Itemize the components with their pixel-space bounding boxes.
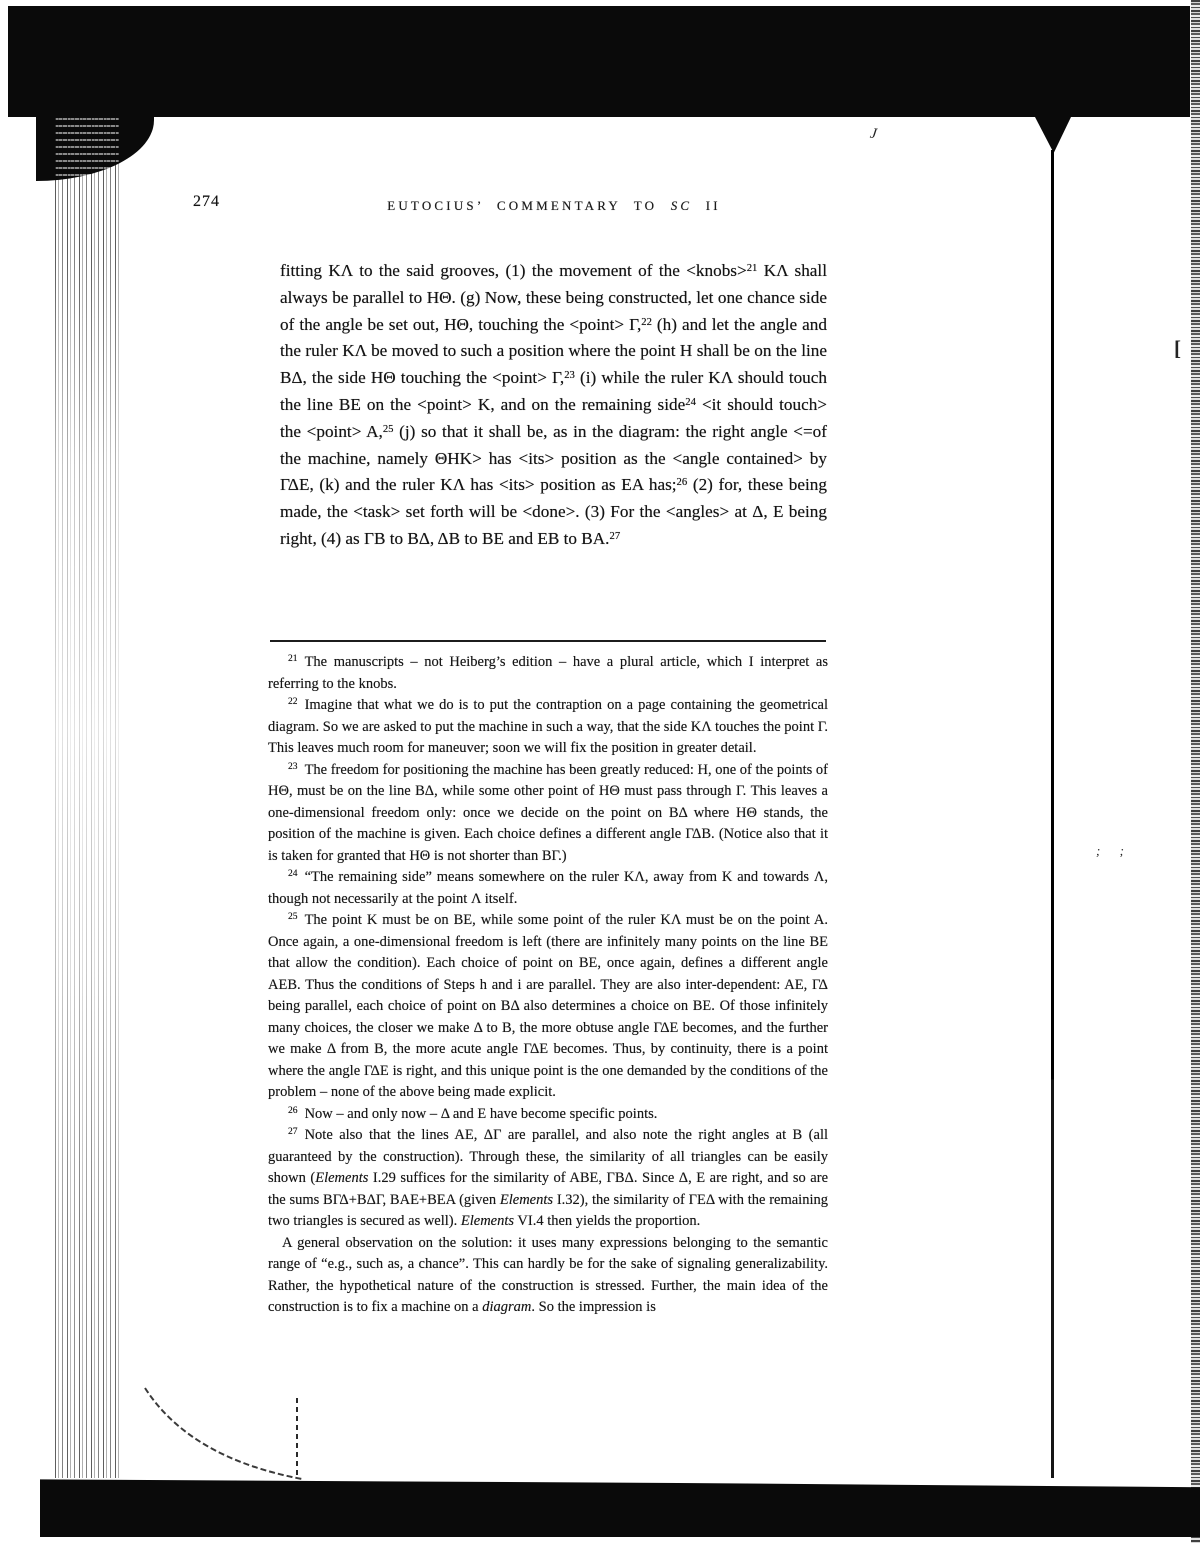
main-paragraph: fitting KΛ to the said grooves, (1) the movement of the <knobs>$^{21}$ KΛ shall always be parallel to HΘ. (g) Now, these being constructed, let one chance side of the angle be set out, HΘ, touching the <point> Γ,$^{22}$ (h) and let the angle and the ruler KΛ be moved to such a position where the point H shall be on the line BΔ, the side HΘ touching the <point> Γ,$^{23}$ (i) while the ruler KΛ should touch the line BE on the <point> K, and on the remaining side$^{24}$ <it should touch> the <point> A,$^{25}$ (j) so that it shall be, as in the diagram: the right angle <=of the machine, namely ΘHK> has <its> position as the <angle contained> by ΓΔE, (k) and the ruler KΛ has <its> position as EA has;$^{26}$ (2) for, these being made, the <task> set forth will be <done>. (3) For the <angles> at Δ, E being right, (4) as ΓB to BΔ, ΔB to BE and EB to BA.$^{27}$ [280, 261, 827, 548]
bracket-artifact-mark: [ [1174, 336, 1181, 360]
footnote-number: 22 [288, 696, 298, 708]
footnote-23: $^{23}$ The freedom for positioning the machine has been greatly reduced: H, one of the points of HΘ, must be on the line BΔ, while some other point of HΘ must pass through Γ. This leaves a one-dimensional freedom only: once we decide on the point on BΔ where HΘ stands, the position of the machine is given. Each choice defines a different angle ΓΔB. (Notice also that it is taken for granted that HΘ is not shorter than BΓ.) [268, 760, 829, 864]
closing-paragraph: A general observation on the solution: it uses many expressions belonging to the semantic range of “e.g., such as, a chance”. This can hardly be for the sake of signaling generalizability. Rather, the hypothetical nature of the construction is stressed. Further, the main idea of the construction is to fix a machine on a diagram. So the impression is [268, 1234, 828, 1315]
scan-artifact-binding-streaks [55, 117, 119, 1478]
running-head: EUTOCIUS’ COMMENTARY TO SC II [387, 198, 721, 213]
footnote-number: 23 [288, 760, 298, 772]
page-edge-texture [1191, 0, 1200, 1543]
footnote-number: 21 [288, 653, 298, 665]
footnote-21: $^{21}$ The manuscripts – not Heiberg’s edition – have a plural article, which I interpret as referring to the knobs. [268, 653, 828, 692]
footnote-24: $^{24}$ “The remaining side” means somewhere on the ruler KΛ, away from K and towards Λ, though not necessarily at the point Λ itself. [268, 868, 828, 907]
margin-tick-marks: ; ; [1096, 843, 1132, 858]
footnote-number: 26 [288, 1104, 298, 1116]
footnote-number: 27 [288, 1126, 298, 1138]
footnote-number: 24 [288, 868, 298, 880]
footnote-26: $^{26}$ Now – and only now – Δ and E have become specific points. [288, 1104, 658, 1122]
scan-artifact-top-band [8, 6, 1190, 117]
scan-artifact-bottom-band [40, 1477, 1200, 1537]
footnotes-block [268, 652, 828, 1319]
footnote-22: $^{22}$ Imagine that what we do is to put the contraption on a page containing the geometrical diagram. So we are asked to put the machine in such a way, that the side KΛ touches the point Γ. This leaves much room for maneuver; soon we will fix the position in greater detail. [268, 696, 828, 756]
footnote-rule [270, 640, 826, 642]
footnotes-section [268, 652, 828, 1233]
footnote-25: $^{25}$ The point K must be on BE, while some point of the ruler KΛ must be on the point A. Once again, a one-dimensional freedom is left (there are infinitely many points on the line BE that allow the condition). Each choice of point on BE, once again, defines a different angle AEB. Thus the conditions of Steps h and i are parallel. They are also inter-dependent: AE, ΓΔ being parallel, each choice of point on BΔ also determines a choice on BE. Of those infinitely many choices, the closer we make Δ to B, the more obtuse angle ΓΔE becomes, and the further we make Δ from B, the more acute angle ΓΔE becomes. Thus, by continuity, there is a point where the angle ΓΔE is right, and this unique point is the one demanded by the conditions of the problem – none of the above being made explicit. [268, 911, 828, 1100]
scan-artifact-curl-line [40, 1380, 340, 1490]
ink-smudge-mark: J [868, 125, 878, 143]
page-gutter-line [1051, 150, 1054, 1478]
footnote-number: 25 [288, 911, 298, 923]
page-number: 274 [193, 193, 220, 210]
footnote-27: $^{27}$ Note also that the lines AE, ΔΓ are parallel, and also note the right angles at B (all guaranteed by the construction). Through these, the similarity of all triangles can be easily shown (Elements I.29 suffices for the similarity of ABE, ΓBΔ. Since Δ, E are right, and so are the sums BΓΔ+BΔΓ, BAE+BEA (given Elements I.32), the similarity of ΓEΔ with the remaining two triangles is secured as well). Elements VI.4 then yields the proportion. [268, 1126, 828, 1229]
